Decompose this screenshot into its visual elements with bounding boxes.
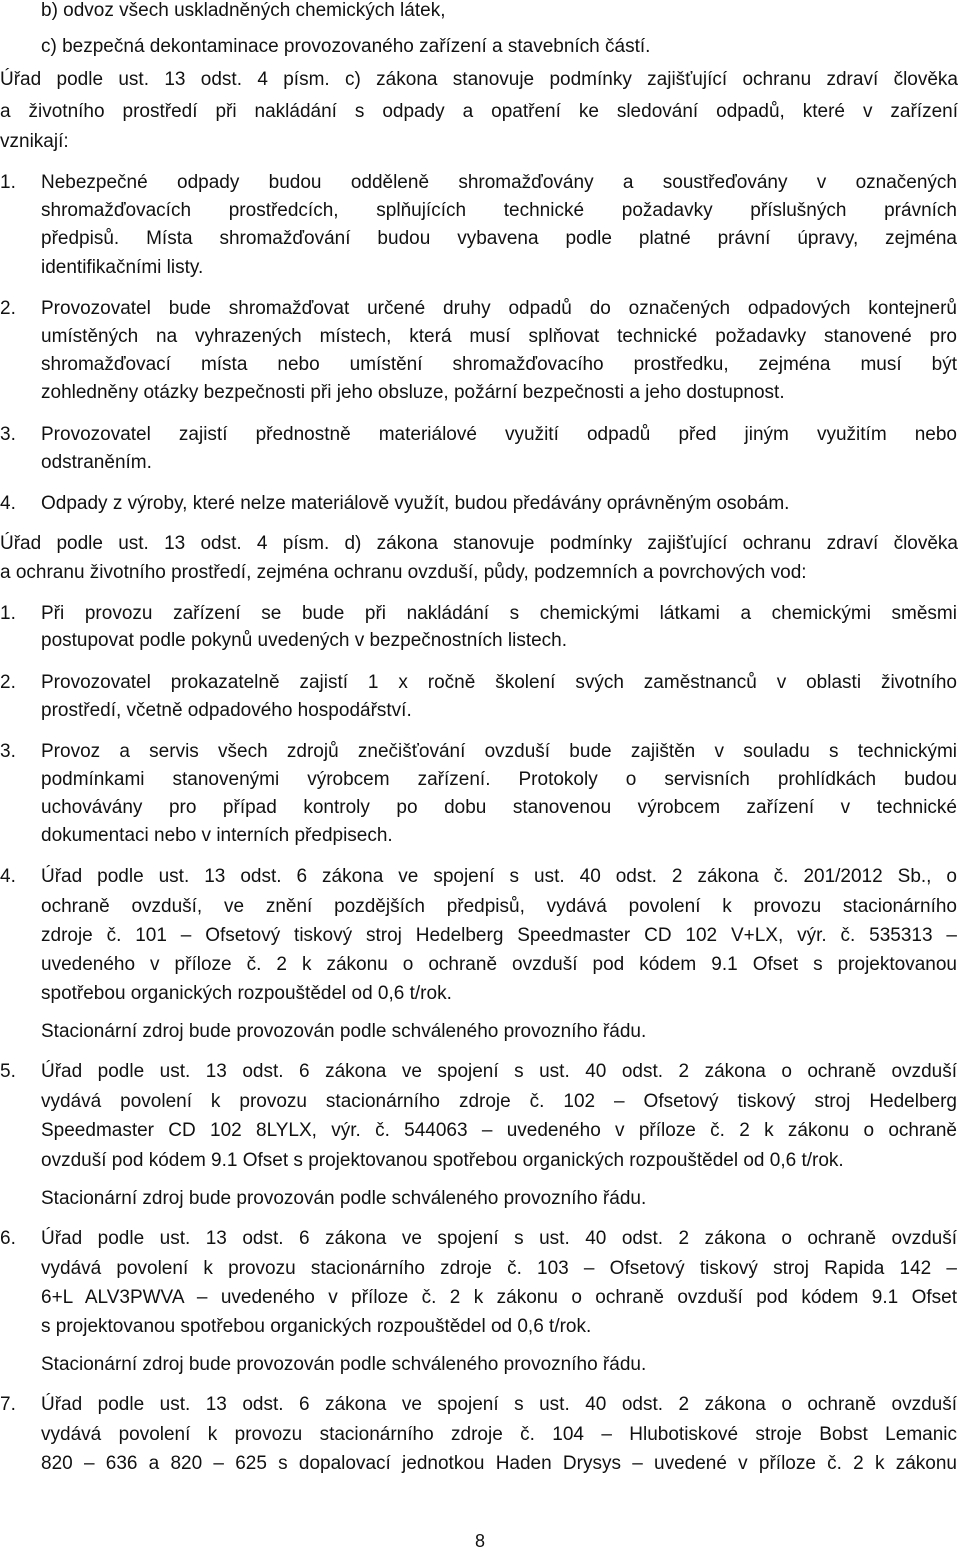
list-number: 1. [0, 172, 16, 193]
text-line: odstraněním. [41, 452, 152, 473]
text-line: uvedeného v příloze č. 2 k zákonu o ochraně ovzduší pod kódem 9.1 Ofset s projektovanou [41, 954, 957, 975]
text-line: Speedmaster CD 102 8LYLX, výr. č. 544063 – uvedeného v příloze č. 2 k zákonu o ochraně [41, 1120, 957, 1141]
text-line: Úřad podle ust. 13 odst. 4 písm. c) zákona stanovuje podmínky zajišťující ochranu zdraví člověka [0, 69, 958, 90]
text-line: c) bezpečná dekontaminace provozovaného zařízení a stavebních částí. [41, 36, 651, 57]
list-number: 4. [0, 866, 16, 887]
text-line: Provozovatel bude shromažďovat určené druhy odpadů do označených odpadových kontejnerů [41, 298, 957, 319]
text-line: a ochranu životního prostředí, zejména ochranu ovzduší, půdy, podzemních a povrchových vod: [0, 562, 807, 583]
list-number: 3. [0, 424, 16, 445]
text-line: 6+L ALV3PWVA – uvedeného v příloze č. 2 k zákonu o ochraně ovzduší pod kódem 9.1 Ofset [41, 1287, 957, 1308]
text-line: a životního prostředí při nakládání s odpady a opatření ke sledování odpadů, které v zařízení [0, 101, 958, 122]
text-line: postupovat podle pokynů uvedených v bezpečnostních listech. [41, 630, 568, 651]
text-line: umístěných na vyhrazených místech, která musí splňovat technické požadavky stanovené pro [41, 326, 957, 347]
text-line: Úřad podle ust. 13 odst. 4 písm. d) zákona stanovuje podmínky zajišťující ochranu zdraví člověka [0, 533, 958, 554]
text-line: Stacionární zdroj bude provozován podle schváleného provozního řádu. [41, 1021, 647, 1042]
list-number: 3. [0, 741, 16, 762]
text-line: Stacionární zdroj bude provozován podle schváleného provozního řádu. [41, 1354, 647, 1375]
list-number: 5. [0, 1061, 16, 1082]
text-line: předpisů. Místa shromažďování budou vybavena podle platné právní úpravy, zejména [41, 228, 957, 249]
text-line: shromažďovacích prostředcích, splňujících technické požadavky příslušných právních [41, 200, 957, 221]
text-line: Úřad podle ust. 13 odst. 6 zákona ve spojení s ust. 40 odst. 2 zákona o ochraně ovzduší [41, 1394, 957, 1415]
text-line: vydává povolení k provozu stacionárního zdroje č. 103 – Ofsetový tiskový stroj Rapida 142 – [41, 1258, 957, 1279]
text-line: uchovávány pro případ kontroly po dobu stanovenou výrobcem zařízení v technické [41, 797, 957, 818]
text-line: vydává povolení k provozu stacionárního zdroje č. 104 – Hlubotiskové stroje Bobst Lemanic [41, 1424, 957, 1445]
list-number: 2. [0, 672, 16, 693]
text-line: Úřad podle ust. 13 odst. 6 zákona ve spojení s ust. 40 odst. 2 zákona č. 201/2012 Sb., o [41, 866, 957, 887]
text-line: Odpady z výroby, které nelze materiálově využít, budou předávány oprávněným osobám. [41, 493, 790, 514]
text-line: spotřebou organických rozpouštědel od 0,6 t/rok. [41, 983, 452, 1004]
text-line: zdroje č. 101 – Ofsetový tiskový stroj Hedelberg Speedmaster CD 102 V+LX, výr. č. 535313 – [41, 925, 957, 946]
text-line: b) odvoz všech uskladněných chemických látek, [41, 0, 446, 21]
text-line: prostředí, včetně odpadového hospodářství. [41, 700, 412, 721]
text-line: vydává povolení k provozu stacionárního zdroje č. 102 – Ofsetový tiskový stroj Hedelberg [41, 1091, 957, 1112]
text-line: zohledněny otázky bezpečnosti při jeho obsluze, požární bezpečnosti a jeho dostupnost. [41, 382, 785, 403]
text-line: Provoz a servis všech zdrojů znečišťování ovzduší bude zajištěn v souladu s technickými [41, 741, 957, 762]
text-line: shromažďovací místa nebo umístění shromažďovacího prostředku, zejména musí být [41, 354, 957, 375]
list-number: 6. [0, 1228, 16, 1249]
list-number: 4. [0, 493, 16, 514]
list-number: 7. [0, 1394, 16, 1415]
text-line: podmínkami stanovenými výrobcem zařízení. Protokoly o servisních prohlídkách budou [41, 769, 957, 790]
text-line: vznikají: [0, 131, 69, 152]
text-line: Úřad podle ust. 13 odst. 6 zákona ve spojení s ust. 40 odst. 2 zákona o ochraně ovzduší [41, 1061, 957, 1082]
text-line: dokumentaci nebo v interních předpisech. [41, 825, 393, 846]
text-line: Stacionární zdroj bude provozován podle schváleného provozního řádu. [41, 1188, 647, 1209]
text-line: Provozovatel zajistí přednostně materiálové využití odpadů před jiným využitím nebo [41, 424, 957, 445]
text-line: Při provozu zařízení se bude při nakládání s chemickými látkami a chemickými směsmi [41, 603, 957, 624]
page-number: 8 [474, 1531, 485, 1551]
list-number: 2. [0, 298, 16, 319]
text-line: Úřad podle ust. 13 odst. 6 zákona ve spojení s ust. 40 odst. 2 zákona o ochraně ovzduší [41, 1228, 957, 1249]
text-line: ochraně ovzduší, ve znění pozdějších předpisů, vydává povolení k provozu stacionárního [41, 896, 957, 917]
list-number: 1. [0, 603, 16, 624]
text-line: ovzduší pod kódem 9.1 Ofset s projektovanou spotřebou organických rozpouštědel od 0,6 t/rok. [41, 1150, 844, 1171]
text-line: Provozovatel prokazatelně zajistí 1 x ročně školení svých zaměstnanců v oblasti životního [41, 672, 957, 693]
text-line: 820 – 636 a 820 – 625 s dopalovací jednotkou Haden Drysys – uvedené v příloze č. 2 k zákonu [41, 1453, 957, 1474]
text-line: identifikačními listy. [41, 257, 204, 278]
text-line: Nebezpečné odpady budou odděleně shromažďovány a soustřeďovány v označených [41, 172, 957, 193]
text-line: s projektovanou spotřebou organických rozpouštědel od 0,6 t/rok. [41, 1316, 592, 1337]
